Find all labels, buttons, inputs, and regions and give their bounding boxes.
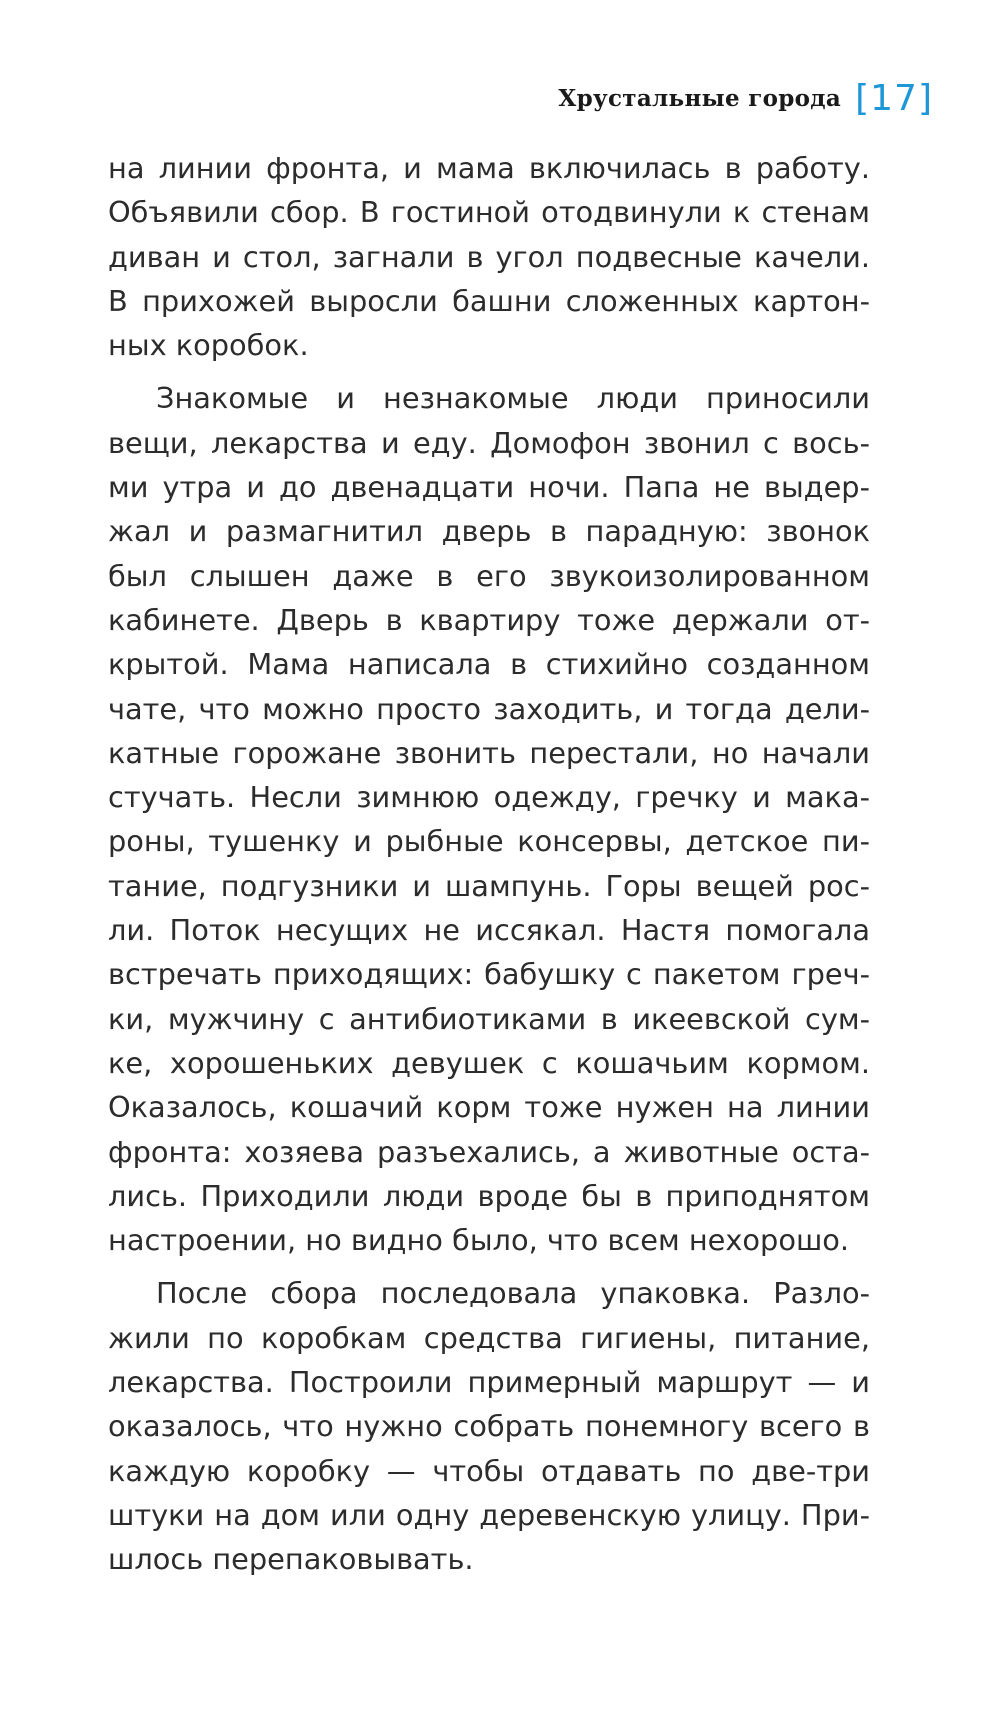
- paragraph-2: Знакомые и незнакомые люди приносили вещи, лекарства и еду. Домофон звонил с восьми утра и до двенадцати ночи. Папа не выдержал и размагнитил дверь в парадную: звонок был слышен даже в его звукоизолированном кабинете. Дверь в квартиру тоже держали открытой. Мама написала в стихийно созданном чате, что можно просто заходить, и тогда деликатные горожане звонить перестали, но начали стучать. Несли зимнюю одежду, гречку и макароны, тушенку и рыбные консервы, детское питание, подгузники и шампунь. Горы вещей росли. Поток несущих не иссякал. Настя помогала встречать приходящих: бабушку с пакетом гречки, мужчину с антибиотиками в икеевской сумке, хорошеньких девушек с кошачьим кормом. Оказалось, кошачий корм тоже нужен на линии фронта: хозяева разъехались, а животные остались. Приходили люди вроде бы в приподнятом настроении, но видно было, что всем нехорошо.: [108, 381, 870, 1258]
- running-header: [558, 68, 933, 128]
- paragraph-3: После сбора последовала упаковка. Разложили по коробкам средства гигиены, питание, лекарства. Построили примерный маршрут — и оказалось, что нужно собрать понемногу всего в каждую коробку — чтобы отдавать по две-три штуки на дом или одну деревенскую улицу. Пришлось перепаковывать.: [108, 1276, 870, 1577]
- paragraph-1: на линии фронта, и мама включилась в работу. Объявили сбор. В гостиной отодвинули к стенам диван и стол, загнали в угол подвесные качели. В прихожей выросли башни сложенных картонных коробок.: [108, 151, 870, 363]
- running-title: Хрустальные города: [558, 84, 842, 112]
- body-text: [108, 146, 870, 1582]
- page-number: [17]: [855, 77, 933, 119]
